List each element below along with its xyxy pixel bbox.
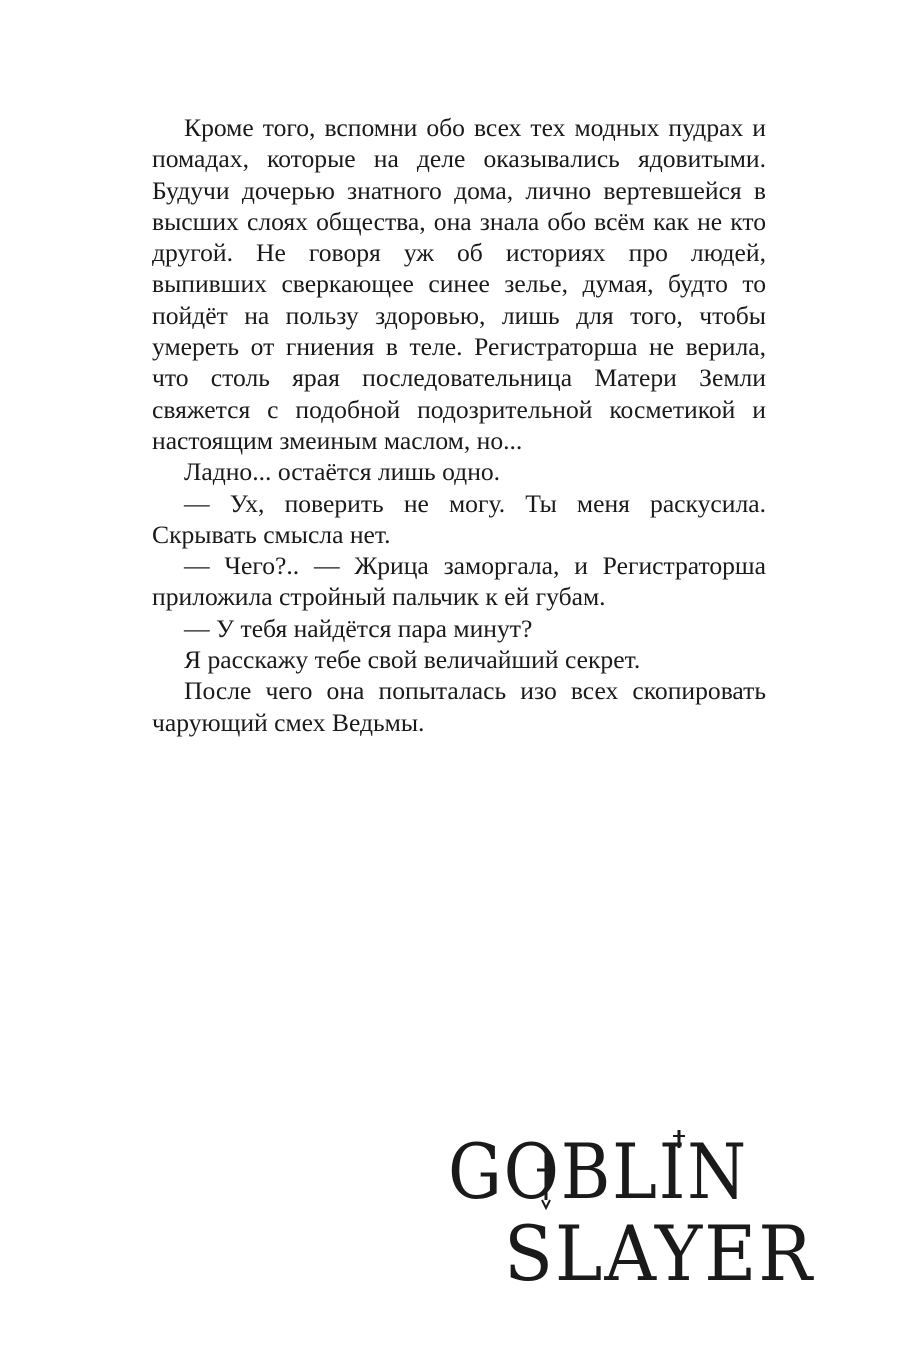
paragraph: — Чего?.. — Жрица заморгала, и Регистраторша приложила стройный пальчик к ей губам.: [152, 551, 766, 612]
logo-line-1: GOBLIN: [448, 1128, 748, 1216]
body-text: [152, 112, 766, 738]
paragraph: Я расскажу тебе свой величайший секрет.: [184, 645, 641, 675]
paragraph: Ладно... остаётся лишь одно.: [184, 457, 501, 487]
goblin-slayer-logo: [446, 1128, 818, 1288]
logo-line-2: SLAYER: [504, 1209, 815, 1288]
paragraph: — Ух, поверить не могу. Ты меня раскусила. Скрывать смысла нет.: [152, 488, 766, 549]
paragraph: — У тебя найдётся пара минут?: [184, 613, 533, 643]
paragraph: После чего она попыталась изо всех скопировать чарующий смех Ведьмы.: [152, 676, 766, 737]
logo-graphic: [446, 1128, 818, 1288]
paragraph: Кроме того, вспомни обо всех тех модных пудрах и помадах, которые на деле оказывались ядовитыми. Будучи дочерью знатного дома, лично вертевшейся в высших слоях общества, она знала обо всём как не кто другой. Не говоря уж об историях про людей, выпивших сверкающее синее зелье, думая, будто то пойдёт на пользу здоровью, лишь для того, чтобы умереть от гниения в теле. Регистраторша не верила, что столь ярая последовательница Матери Земли свяжется с подобной подозрительной косметикой и настоящим змеиным маслом, но...: [152, 113, 766, 455]
